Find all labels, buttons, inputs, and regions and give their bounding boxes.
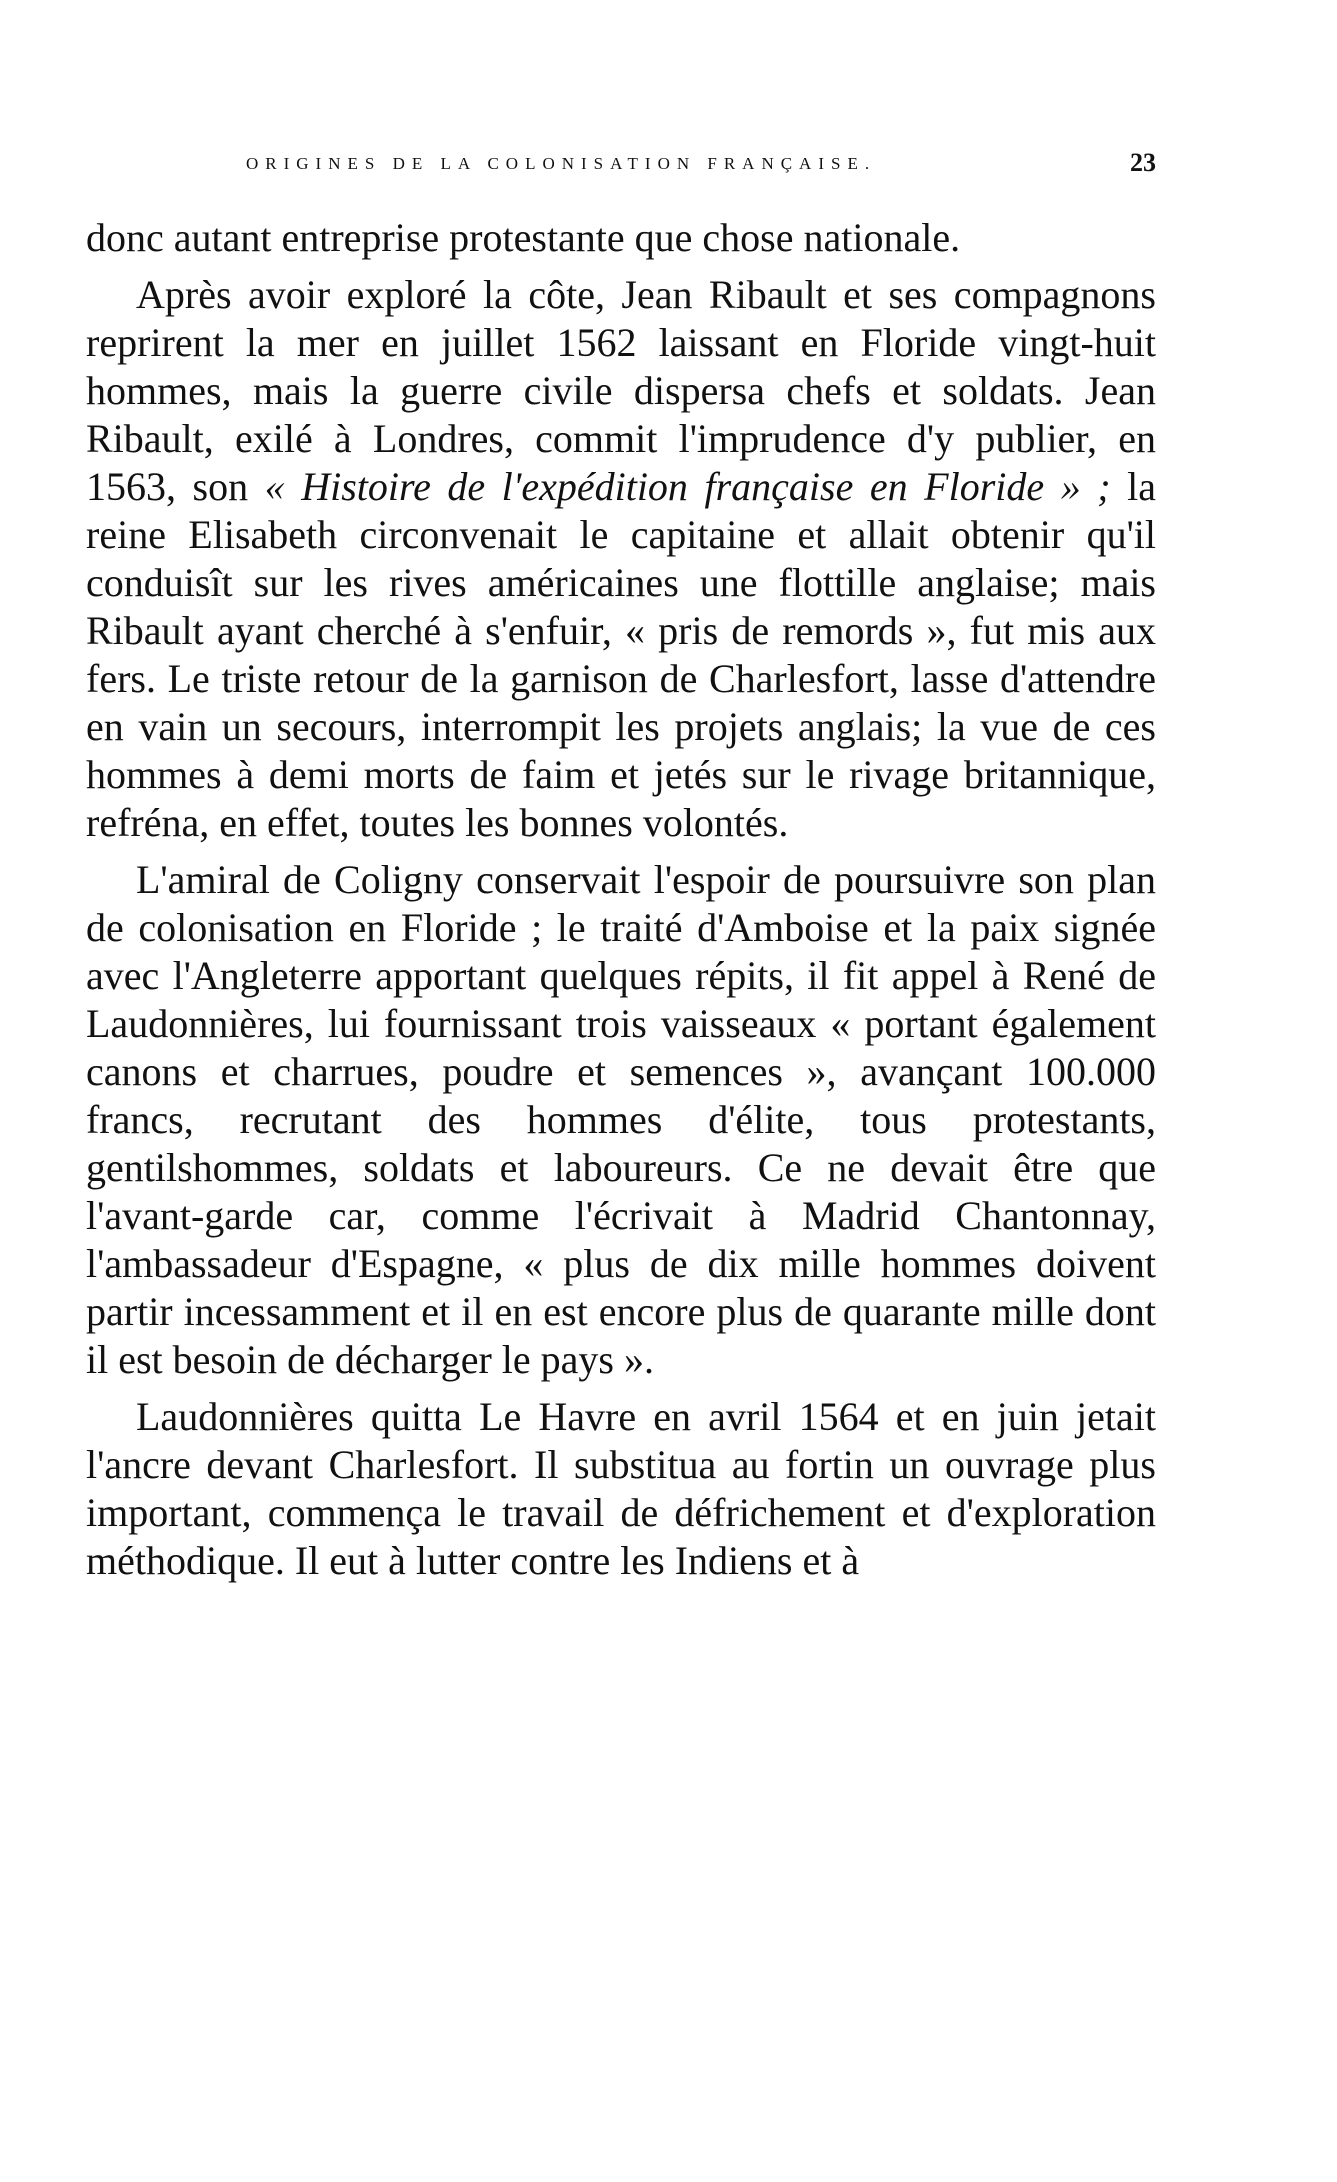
paragraph-coligny: L'amiral de Coligny conservait l'espoir de poursuivre son plan de colonisation en Floride ; le traité d'Amboise et la paix signée avec l'Angleterre apportant quelques répits, il fit appel à René de Laudonnières, lui fournissant trois vaisseaux « portant également canons et charrues, poudre et semences », avançant 100.000 francs, recrutant des hommes d'élite, tous protestants, gentilshommes, soldats et laboureurs. Ce ne devait être que l'avant-garde car, comme l'écrivait à Madrid Chantonnay, l'ambassadeur d'Espagne, « plus de dix mille hommes doivent partir incessamment et il en est encore plus de quarante mille dont il est besoin de décharger le pays ». [86,857,1156,1382]
paragraph-laudonnieres: Laudonnières quitta Le Havre en avril 1564 et en juin jetait l'ancre devant Charlesfort. Il substitua au fortin un ouvrage plus important, commença le travail de défrichement et d'exploration méthodique. Il eut à lutter contre les Indiens et à [86,1394,1156,1583]
book-title-italic: « Histoire de l'expédition française en Floride » ; [264,464,1111,509]
body-text [86,214,1156,1585]
paragraph-ribault-after: la reine Elisabeth circonvenait le capitaine et allait obtenir qu'il conduisît sur les rives américaines une flottille anglaise; mais Ribault ayant cherché à s'enfuir, « pris de remords », fut mis aux fers. Le triste retour de la garnison de Charlesfort, lasse d'attendre en vain un secours, interrompit les projets anglais; la vue de ces hommes à demi morts de faim et jetés sur le rivage britannique, refréna, en effet, toutes les bonnes volontés. [86,464,1156,845]
paragraph-ribault [86,271,1156,847]
running-title: ORIGINES DE LA COLONISATION FRANÇAISE. [246,154,877,173]
paragraph-ribault-before: Après avoir exploré la côte, Jean Ribault et ses compagnons reprirent la mer en juillet 1562 laissant en Floride vingt-huit hommes, mais la guerre civile dispersa chefs et soldats. Jean Ribault, exilé à Londres, commit l'imprudence d'y publier, en 1563, son [86,272,1156,509]
page-header [86,148,1156,184]
page-number: 23 [1130,148,1156,177]
paragraph-continuation: donc autant entreprise protestante que chose nationale. [86,215,961,260]
